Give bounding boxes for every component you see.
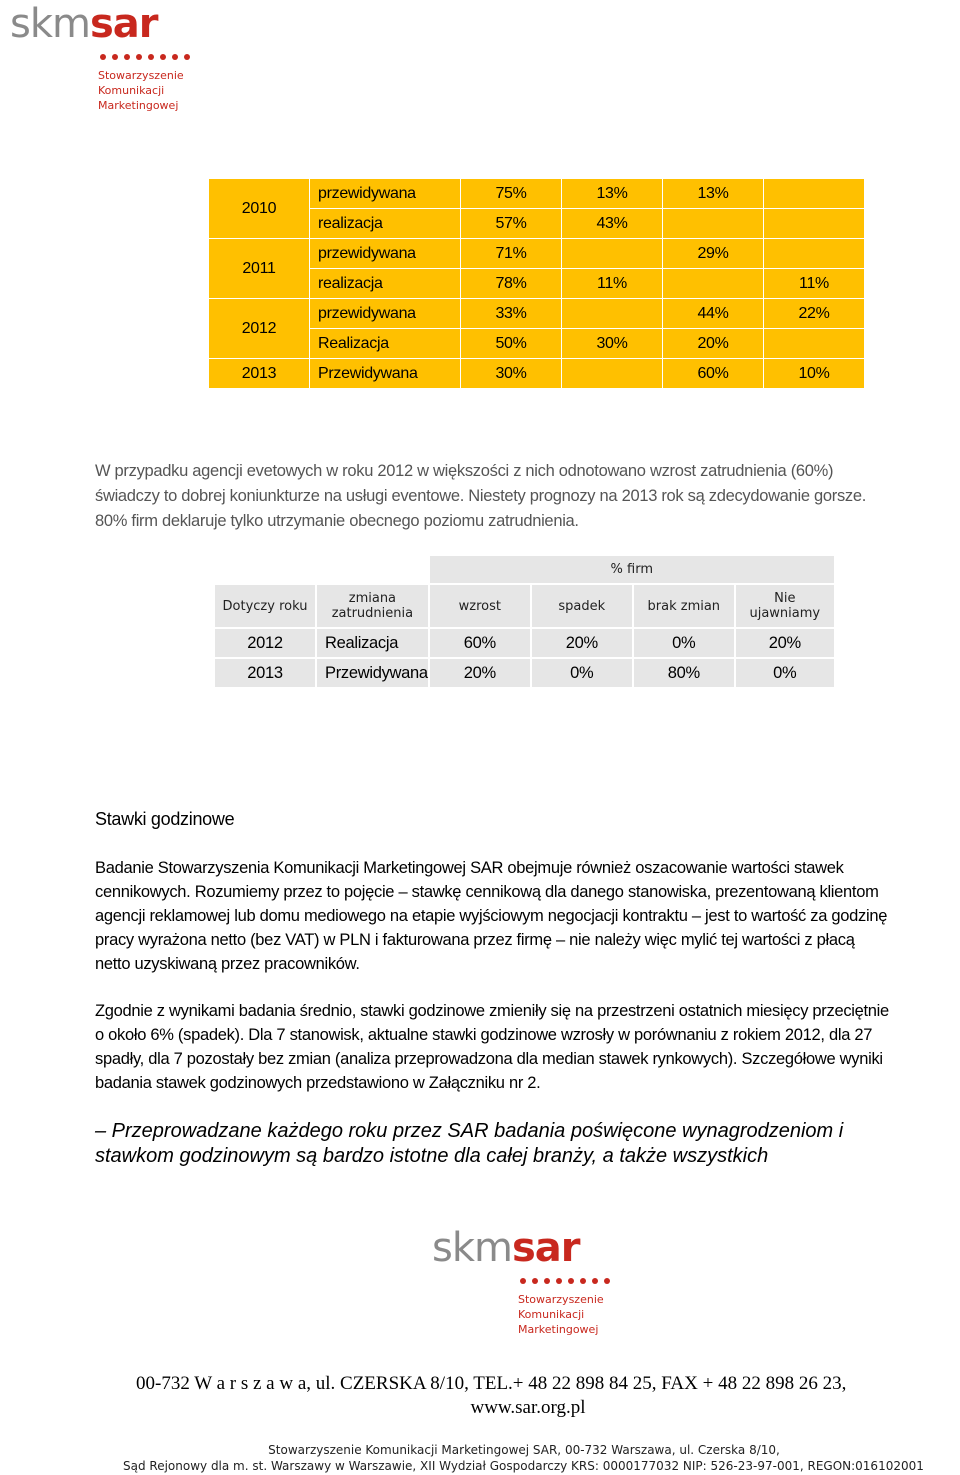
year-cell: 2010: [209, 179, 309, 238]
footer-logo: [432, 1225, 612, 1346]
logo-dots: [100, 54, 190, 60]
table-row: [209, 179, 864, 208]
event-agencies-paragraph: W przypadku agencji evetowych w roku 2012 w większości z nich odnotowano wzrost zatrudnienia (60%) świadczy to dobrej koniunkturze na usługi eventowe. Niestety prognozy na 2013 rok są zdecydowanie gorsze. 80% firm deklaruje tylko utrzymanie obecnego poziomu zatrudnienia.: [95, 462, 867, 530]
value-cell: 0%: [634, 629, 734, 657]
value-cell: 0%: [532, 659, 632, 687]
type-cell: realizacja: [310, 269, 460, 298]
header-increase: wzrost: [430, 585, 530, 627]
value-cell: 0%: [736, 659, 834, 687]
header-no-change: brak zmian: [634, 585, 734, 627]
value-cell: 33%: [461, 299, 561, 328]
value-cell: 20%: [532, 629, 632, 657]
header-logo: [10, 1, 190, 129]
table-header-row: [215, 585, 834, 627]
value-cell: [764, 179, 864, 208]
type-cell: przewidywana: [310, 239, 460, 268]
value-cell: [562, 239, 662, 268]
header-undisclosed: Nie ujawniamy: [736, 585, 834, 627]
year-cell: 2013: [215, 659, 315, 687]
value-cell: [562, 299, 662, 328]
logo-wordmark: skmsar: [10, 1, 158, 47]
type-cell: realizacja: [310, 209, 460, 238]
group-header-percent-firms: % firm: [430, 556, 834, 583]
table-header-row: [215, 556, 834, 583]
table-row: [209, 299, 864, 328]
value-cell: 78%: [461, 269, 561, 298]
value-cell: 71%: [461, 239, 561, 268]
value-cell: 20%: [663, 329, 763, 358]
footer-website-link[interactable]: www.sar.org.pl: [470, 1397, 586, 1418]
year-cell: 2012: [215, 629, 315, 657]
value-cell: [764, 239, 864, 268]
type-cell: przewidywana: [310, 299, 460, 328]
value-cell: 44%: [663, 299, 763, 328]
value-cell: 20%: [430, 659, 530, 687]
value-cell: 30%: [461, 359, 561, 388]
year-cell: 2012: [209, 299, 309, 358]
footer-legal-line-2: Sąd Rejonowy dla m. st. Warszawy w Warszawie, XII Wydział Gospodarczy KRS: 0000177032 NIP: 526-23-97-001, REGON:016102001: [123, 1459, 924, 1473]
value-cell: 75%: [461, 179, 561, 208]
logo-subtitle: Stowarzyszenie Komunikacji Marketingowej: [98, 69, 184, 112]
hourly-rates-paragraph-1: Badanie Stowarzyszenia Komunikacji Marketingowej SAR obejmuje również oszacowanie wartości stawek cennikowych. Rozumiemy przez to pojęcie – stawkę cennikową dla danego stanowiska, prezentowaną klientom agencji reklamowej lub domu mediowego na etapie wyjściowym negocjacji kontraktu – jest to wartość za godzinę pracy wyrażona netto (bez VAT) w PLN i fakturowana przez firmę – nie należy więc mylić tej wartości z płacą netto uzyskiwaną przez pracowników.: [95, 859, 888, 973]
section-heading: Stawki godzinowe: [95, 809, 235, 829]
value-cell: 80%: [634, 659, 734, 687]
header-change: zmiana zatrudnienia: [317, 585, 428, 627]
year-cell: 2013: [209, 359, 309, 388]
value-cell: 22%: [764, 299, 864, 328]
type-cell: Realizacja: [310, 329, 460, 358]
value-cell: 20%: [736, 629, 834, 657]
header-year: Dotyczy roku: [215, 585, 315, 627]
table-row: [215, 659, 834, 687]
value-cell: 29%: [663, 239, 763, 268]
value-cell: 30%: [562, 329, 662, 358]
table-row: [215, 629, 834, 657]
footer-legal-line-1: Stowarzyszenie Komunikacji Marketingowej SAR, 00-732 Warszawa, ul. Czerska 8/10,: [268, 1443, 780, 1457]
logo-dots: [520, 1278, 610, 1284]
value-cell: [562, 359, 662, 388]
footer-address: 00-732 W a r s z a w a, ul. CZERSKA 8/10, TEL.+ 48 22 898 84 25, FAX + 48 22 898 26 23,: [136, 1373, 847, 1394]
value-cell: 60%: [663, 359, 763, 388]
table-row: [209, 359, 864, 388]
employment-change-table: [213, 554, 836, 689]
header-decrease: spadek: [532, 585, 632, 627]
italic-quote-paragraph: – Przeprowadzane każdego roku przez SAR badania poświęcone wynagrodzeniom i stawkom godzinowym są bardzo istotne dla całej branży, a także wszystkich: [95, 1120, 844, 1167]
type-cell: Przewidywana: [317, 659, 428, 687]
value-cell: 11%: [562, 269, 662, 298]
value-cell: 50%: [461, 329, 561, 358]
value-cell: 13%: [663, 179, 763, 208]
value-cell: 11%: [764, 269, 864, 298]
value-cell: [663, 269, 763, 298]
type-cell: Realizacja: [317, 629, 428, 657]
value-cell: 13%: [562, 179, 662, 208]
hourly-rates-paragraph-2: Zgodnie z wynikami badania średnio, stawki godzinowe zmieniły się na przestrzeni ostatnich miesięcy przeciętnie o około 6% (spadek). Dla 7 stanowisk, aktualne stawki godzinowe wzrosły w porównaniu z rokiem 2012, dla 27 spadły, dla 7 pozostały bez zmian (analiza przeprowadzona dla median stawek rynkowych). Szczegółowe wyniki badania stawek godzinowych przedstawiono w Załączniku nr 2.: [95, 1002, 889, 1092]
value-cell: 43%: [562, 209, 662, 238]
logo-wordmark: skmsar: [432, 1225, 580, 1271]
type-cell: Przewidywana: [310, 359, 460, 388]
employment-forecast-table: [208, 178, 865, 389]
value-cell: 10%: [764, 359, 864, 388]
value-cell: [663, 209, 763, 238]
logo-subtitle: Stowarzyszenie Komunikacji Marketingowej: [518, 1293, 604, 1336]
value-cell: [764, 329, 864, 358]
table-row: [209, 239, 864, 268]
value-cell: 60%: [430, 629, 530, 657]
type-cell: przewidywana: [310, 179, 460, 208]
value-cell: [764, 209, 864, 238]
value-cell: 57%: [461, 209, 561, 238]
year-cell: 2011: [209, 239, 309, 298]
